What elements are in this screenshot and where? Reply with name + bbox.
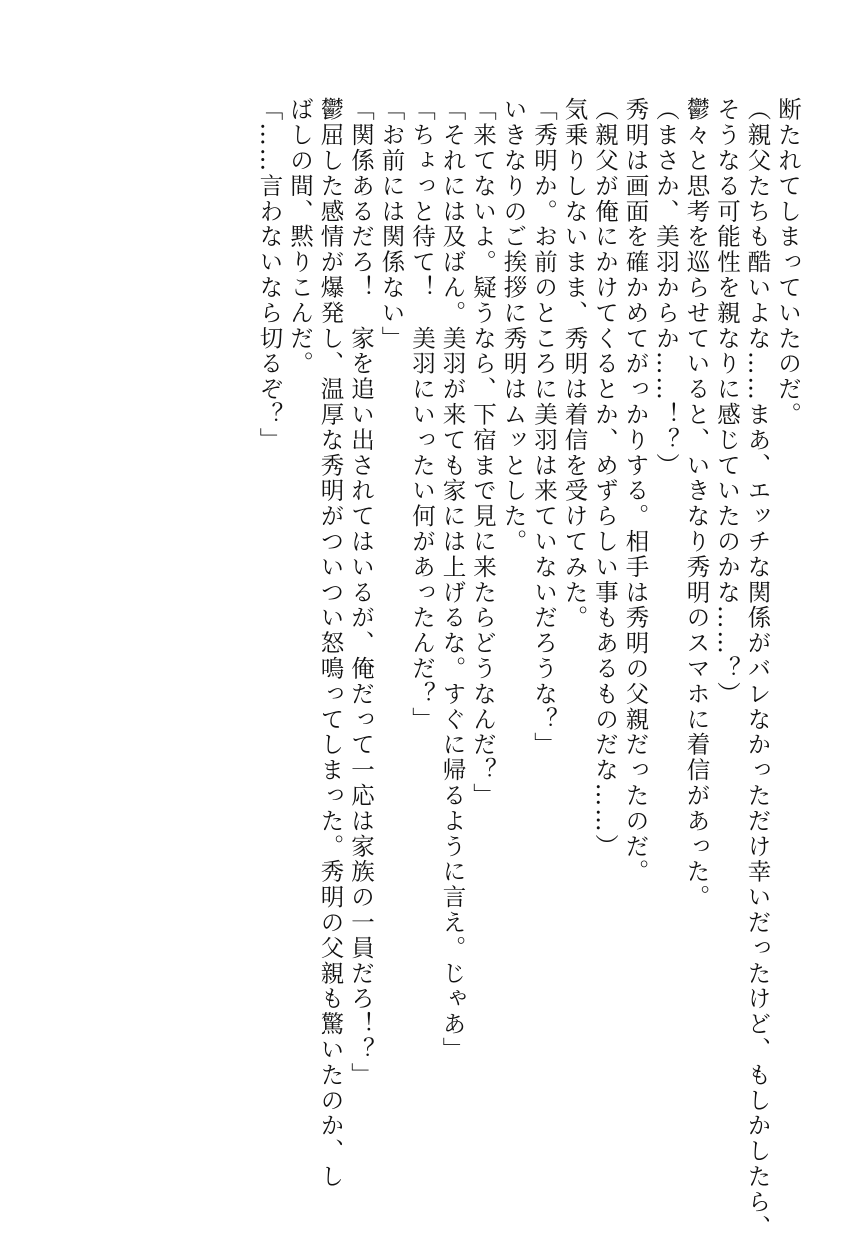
text-line: 秀明は画面を確かめてがっかりする。相手は秀明の父親だったのだ。 — [621, 97, 650, 885]
text-line: 「来てないよ。疑うなら、下宿まで見に来たらどうなんだ？」 — [469, 97, 497, 809]
text-line: ばしの間、黙りこんだ。 — [286, 97, 314, 377]
text-line: 「それには及ばん。美羽が来ても家には上げるな。すぐに帰るように言え。じゃあ」 — [438, 97, 467, 1063]
text-line: 「お前には関係ない」 — [377, 97, 406, 351]
text-line: いきなりのご挨拶に秀明はムッとした。 — [499, 97, 528, 555]
text-line: （親父たちも酷いよな……まあ、エッチな関係がバレなかっただけ幸いだったけど、もしかしたら、 — [743, 97, 772, 1240]
text-line: 鬱々と思考を巡らせていると、いきなり秀明のスマホに着信があった。 — [682, 97, 711, 910]
text-line: 「秀明か。お前のところに美羽は来ていないだろうな？」 — [530, 97, 558, 758]
text-line: 断たれてしまっていたのだ。 — [774, 97, 802, 428]
text-line: そうなる可能性を親なりに感じていたのかな……？） — [713, 97, 741, 707]
vertical-text-body — [254, 97, 803, 1240]
text-line: 鬱屈した感情が爆発し、温厚な秀明がついつい怒鳴ってしまった。秀明の父親も驚いたのか、し — [316, 97, 345, 1190]
text-line: 「ちょっと待て！ 美羽にいったい何があったんだ？」 — [408, 97, 436, 732]
text-line: （親父が俺にかけてくるとか、めずらしい事もあるものだな……） — [591, 97, 619, 859]
text-line: 「……言わないなら切るぞ？」 — [255, 97, 284, 453]
text-line: 「関係あるだろ！ 家を追い出されてはいるが、俺だって一応は家族の一員だろ！？」 — [347, 97, 375, 1088]
text-line: 気乗りしないまま、秀明は着信を受けてみた。 — [560, 97, 589, 631]
text-line: （まさか、美羽からか……！？） — [652, 97, 680, 478]
